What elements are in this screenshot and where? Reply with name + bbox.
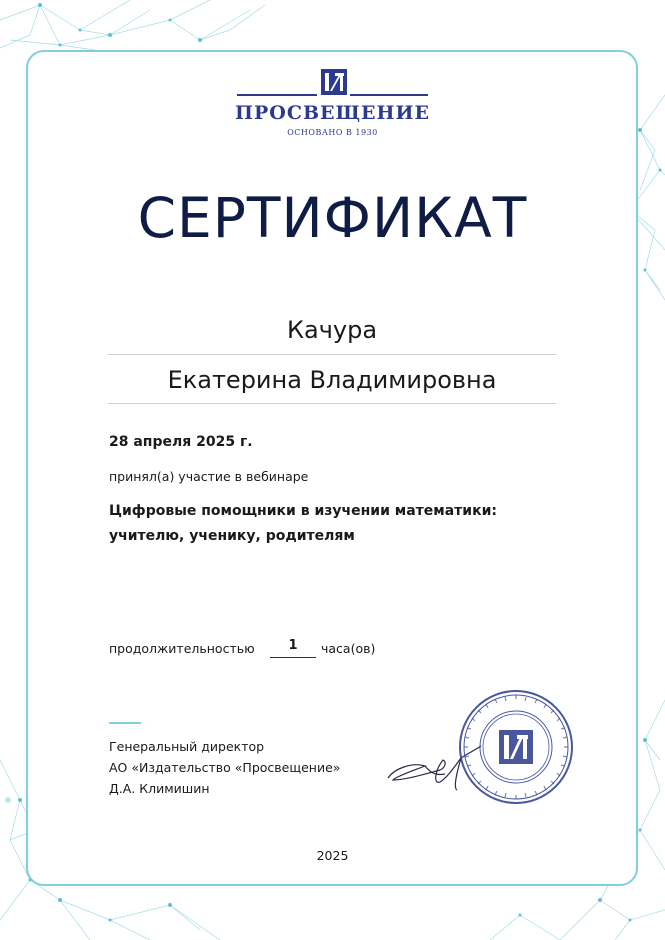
certificate-title: СЕРТИФИКАТ [137, 186, 528, 250]
signer-position: Генеральный директор [109, 739, 265, 754]
signer-company: АО «Издательство «Просвещение» [109, 760, 341, 775]
logo-subtitle: ОСНОВАНО В 1930 [287, 128, 378, 137]
participation-text: принял(а) участие в вебинаре [109, 469, 309, 484]
recipient-given-names: Екатерина Владимировна [167, 366, 497, 394]
logo-line-right [350, 94, 428, 96]
certificate-year: 2025 [316, 848, 349, 863]
duration-unit: часа(ов) [321, 641, 376, 656]
duration-value: 1 [270, 638, 316, 658]
accent-line [109, 722, 141, 724]
prosveshchenie-logo-icon [320, 68, 348, 96]
webinar-title-line-1: Цифровые помощники в изучении математики: [109, 503, 498, 519]
logo-name: ПРОСВЕЩЕНИЕ [235, 102, 430, 124]
signer-block [109, 736, 340, 799]
event-date: 28 апреля 2025 г. [109, 434, 253, 450]
company-seal-icon [457, 688, 575, 806]
webinar-title [109, 499, 549, 549]
recipient-surname: Качура [286, 316, 378, 344]
signer-name: Д.А. Климишин [109, 781, 210, 796]
logo-line-left [237, 94, 317, 96]
duration-label: продолжительностью [109, 641, 255, 656]
webinar-title-line-2: учителю, ученику, родителям [109, 528, 355, 544]
divider-line [108, 354, 556, 355]
divider-line [108, 403, 556, 404]
